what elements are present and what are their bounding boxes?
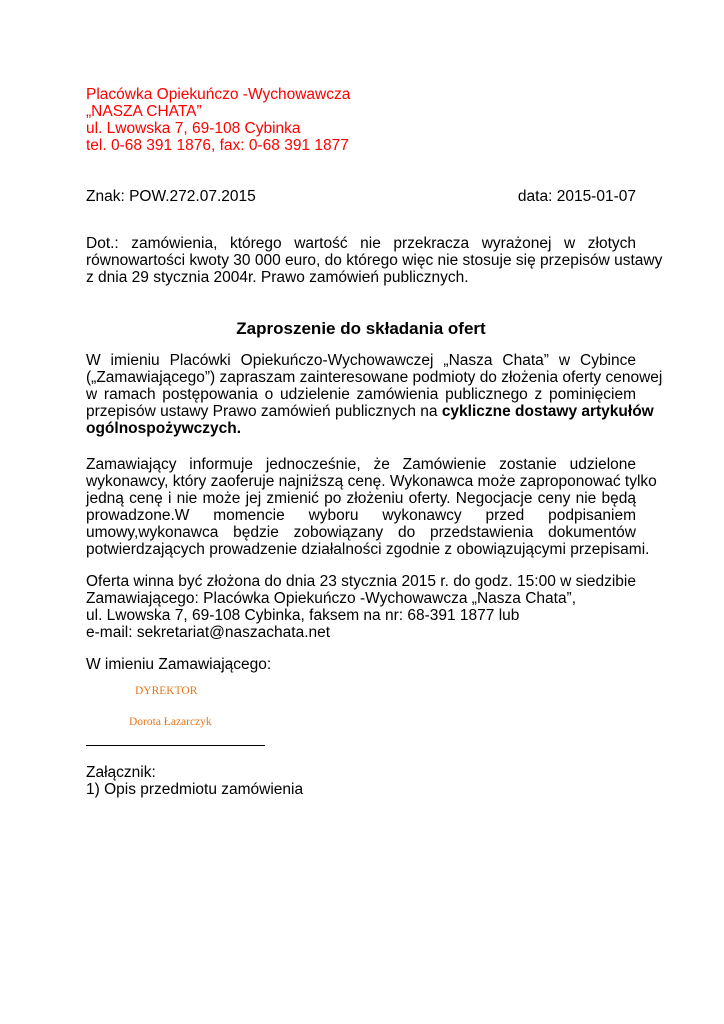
p3-line-4: e-mail: sekretariat@naszachata.net	[86, 624, 331, 641]
p2-line-4: prowadzone.W momencie wyboru wykonawcy przed podpisaniem	[86, 507, 636, 524]
p3-line-3: ul. Lwowska 7, 69-108 Cybinka, faksem na nr: 68-391 1877 lub	[86, 607, 520, 624]
reference-row	[86, 188, 636, 206]
p2-line-1: Zamawiający informuje jednocześnie, że Zamówienie zostanie udzielone	[86, 456, 636, 473]
header-phone-fax: tel. 0-68 391 1876, fax: 0-68 391 1877	[86, 137, 349, 154]
document-title: Zaproszenie do składania ofert	[236, 319, 486, 338]
p1-line-5	[86, 420, 636, 437]
paragraph-invitation	[86, 352, 663, 437]
document-date: data: 2015-01-07	[517, 188, 636, 205]
p2-line-2: wykonawcy, który zaoferuje najniższą cenę. Wykonawca może zaproponować tylko	[86, 473, 657, 490]
p3-line-1: Oferta winna być złożona do dnia 23 stycznia 2015 r. do godz. 15:00 w siedzibie	[86, 573, 636, 590]
subject-note	[86, 235, 663, 286]
p2-line-6: potwierdzających prowadzenie działalności zgodnie z obowiązującymi przepisami.	[86, 541, 650, 558]
p1-line-1: W imieniu Placówki Opiekuńczo-Wychowawczej „Nasza Chata” w Cybince	[86, 352, 636, 369]
paragraph-conditions	[86, 456, 657, 558]
paragraph-deadline	[86, 573, 636, 641]
reference-number: Znak: POW.272.07.2015	[86, 188, 256, 205]
sender-header	[86, 86, 636, 154]
p1-line-3: w ramach postępowania o udzielenie zamówienia publicznego z pominięciem	[86, 386, 636, 403]
header-name: „NASZA CHATA”	[86, 103, 202, 120]
subject-line-2: równowartości kwoty 30 000 euro, do którego więc nie stosuje się przepisów ustawy	[86, 252, 663, 269]
p2-line-3: jedną cenę i nie może jej zmienić po złożeniu oferty. Negocjacje ceny nie będą	[86, 490, 636, 507]
p1-line-2: („Zamawiającego”) zapraszam zainteresowane podmioty do złożenia oferty cenowej	[86, 369, 663, 386]
p1-line-4-plain: przepisów ustawy Prawo zamówień publicznych na	[86, 403, 442, 420]
subject-line-1: Dot.: zamówienia, którego wartość nie przekracza wyrażonej w złotych	[86, 235, 636, 252]
p3-line-2: Zamawiającego: Placówka Opiekuńczo -Wychowawcza „Nasza Chata”,	[86, 590, 577, 607]
attachment-section	[86, 764, 303, 798]
signature-title: DYREKTOR	[135, 685, 198, 697]
p2-line-5: umowy,wykonawca będzie zobowiązany do przedstawienia dokumentów	[86, 524, 636, 541]
p1-line-4-bold: cykliczne dostawy artykułów	[441, 403, 654, 420]
on-behalf-label: W imieniu Zamawiającego:	[86, 656, 272, 673]
signature-line	[86, 745, 265, 746]
signature-name: Dorota Łazarczyk	[129, 716, 212, 728]
p1-line-5-bold: ogólnospożywczych.	[86, 420, 242, 437]
attachment-item-1: 1) Opis przedmiotu zamówienia	[86, 781, 304, 798]
attachment-label: Załącznik:	[86, 764, 156, 781]
header-address: ul. Lwowska 7, 69-108 Cybinka	[86, 120, 301, 137]
document-page	[86, 0, 663, 1024]
subject-line-3: z dnia 29 stycznia 2004r. Prawo zamówień publicznych.	[86, 269, 469, 286]
header-institution: Placówka Opiekuńczo -Wychowawcza	[86, 86, 351, 103]
p1-line-4	[86, 403, 654, 420]
